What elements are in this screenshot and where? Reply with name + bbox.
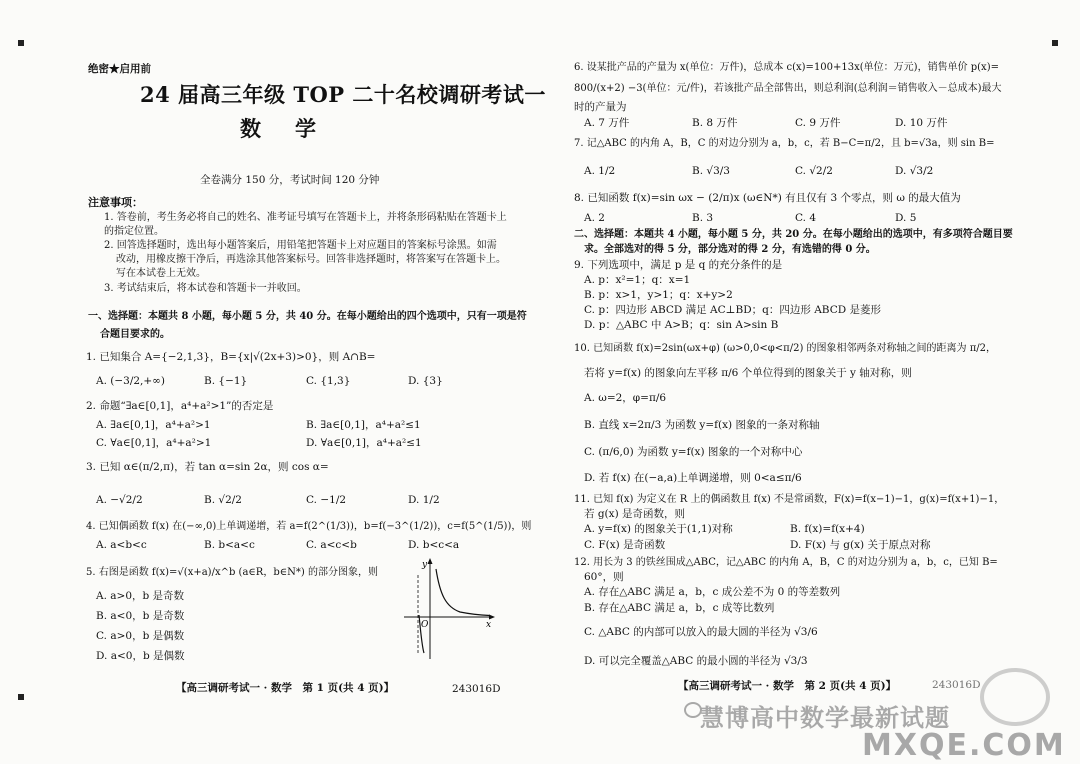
q10-stem: 10. 已知函数 f(x)=2sin(ωx+φ) (ω>0,0<φ<π/2) 的图象相邻两条对称轴之间的距离为 π/2， (574, 343, 997, 354)
q8-stem: 8. 已知函数 f(x)=sin ωx − (2/π)x (ω∈N*) 有且仅有 3 个零点，则 ω 的最大值为 (574, 192, 961, 204)
q1-stem: 1. 已知集合 A={−2,1,3}，B={x|√(2x+3)>0}，则 A∩B= (86, 351, 376, 363)
q10-option-a: A. ω=2，φ=π/6 (584, 392, 667, 404)
confidential-label: 绝密★启用前 (88, 63, 151, 75)
notice-title: 注意事项： (88, 196, 143, 209)
q12-option-c: C. △ABC 的内部可以放入的最大圆的半径为 √3/6 (584, 626, 818, 638)
q3-option-c: C. −1/2 (306, 494, 347, 506)
q10-option-b: B. 直线 x=2π/3 为函数 y=f(x) 图象的一条对称轴 (584, 419, 820, 431)
q1-option-d: D. {3} (408, 375, 443, 387)
q1-option-a: A. (−3/2,+∞) (96, 375, 166, 387)
notice-line: 3. 考试结束后，将本试卷和答题卡一并收回。 (104, 283, 307, 294)
q11-option-b: B. f(x)=f(x+4) (790, 523, 865, 535)
q11-option-c: C. F(x) 是奇函数 (584, 539, 666, 551)
q7-stem: 7. 记△ABC 的内角 A，B，C 的对边分别为 a，b，c，若 B−C=π/2，且 b=√3a，则 sin B= (574, 138, 995, 149)
left-code: 243016D (452, 683, 501, 695)
q6-line3: 时的产量为 (574, 101, 627, 113)
q9-option-c: C. p：四边形 ABCD 满足 AC⊥BD；q：四边形 ABCD 是菱形 (584, 304, 881, 316)
subject-title: 数学 (240, 116, 350, 141)
q6-option-c: C. 9 万件 (795, 117, 841, 129)
q11-stem2: 若 g(x) 是奇函数，则 (584, 508, 686, 520)
section2-header-cont: 求。全部选对的得 5 分，部分选对的得 2 分，有选错的得 0 分。 (584, 244, 876, 255)
right-footer: 【高三调研考试一 · 数学 第 2 页(共 4 页)】 (678, 680, 897, 692)
q9-option-d: D. p：△ABC 中 A>B；q：sin A>sin B (584, 319, 779, 331)
q10-option-c: C. (π/6,0) 为函数 y=f(x) 图象的一个对称中心 (584, 446, 803, 458)
q3-stem: 3. 已知 α∈(π/2,π)，若 tan α=sin 2α，则 cos α= (86, 461, 329, 473)
q7-option-d: D. √3/2 (895, 165, 934, 177)
q12-stem: 12. 用长为 3 的铁丝围成△ABC，记△ABC 的内角 A，B，C 的对边分别为 a，b，c，已知 B= (574, 557, 998, 568)
q8-option-d: D. 5 (895, 212, 917, 224)
q4-option-b: B. b<a<c (204, 539, 255, 551)
q3-option-d: D. 1/2 (408, 494, 440, 506)
exam-title: 24 届高三年级 TOP 二十名校调研考试一 (140, 82, 546, 107)
q5-option-c: C. a>0，b 是偶数 (96, 630, 185, 642)
section1-header: 一、选择题：本题共 8 小题，每小题 5 分，共 40 分。在每小题给出的四个选项中，只有一项是符 (88, 311, 527, 322)
q6-option-b: B. 8 万件 (692, 117, 738, 129)
q10-stem2: 若将 y=f(x) 的图象向左平移 π/6 个单位得到的图象关于 y 轴对称，则 (584, 367, 912, 379)
q5-option-b: B. a<0，b 是奇数 (96, 610, 185, 622)
q1-option-b: B. {−1} (204, 375, 248, 387)
q4-option-c: C. a<c<b (306, 539, 357, 551)
notice-line: 1. 答卷前，考生务必将自己的姓名、准考证号填写在答题卡上，并将条形码粘贴在答题卡上 (104, 212, 507, 223)
q5-option-a: A. a>0，b 是奇数 (96, 590, 185, 602)
watermark-text: 慧博高中数学最新试题 (700, 704, 950, 732)
q2-option-a: A. ∃a∈[0,1]，a⁴+a²>1 (96, 419, 211, 431)
q9-option-a: A. p：x²=1；q：x=1 (584, 274, 691, 286)
q9-stem: 9. 下列选项中，满足 p 是 q 的充分条件的是 (574, 259, 783, 271)
section2-header: 二、选择题：本题共 4 小题，每小题 5 分，共 20 分。在每小题给出的选项中，有多项符合题目要 (574, 229, 1013, 240)
q8-option-b: B. 3 (692, 212, 714, 224)
notice-line: 的指定位置。 (104, 226, 164, 237)
q7-option-c: C. √2/2 (795, 165, 833, 177)
right-page (540, 0, 1080, 764)
q7-option-a: A. 1/2 (584, 165, 616, 177)
q8-option-c: C. 4 (795, 212, 817, 224)
watermark-url: MXQE.COM (862, 728, 1066, 763)
q11-stem: 11. 已知 f(x) 为定义在 R 上的偶函数且 f(x) 不是常函数，F(x)=f(x−1)−1，g(x)=f(x+1)−1， (574, 494, 1005, 505)
notice-line: 2. 回答选择题时，选出每小题答案后，用铅笔把答题卡上对应题目的答案标号涂黑。如需 (104, 240, 497, 251)
q12-stem2: 60°，则 (584, 571, 624, 583)
right-code: 243016D (932, 679, 981, 691)
q6-line1: 6. 设某批产品的产量为 x(单位：万件)，总成本 c(x)=100+13x(单位：万元)，销售单价 p(x)= (574, 62, 999, 73)
q5-option-d: D. a<0，b 是偶数 (96, 650, 185, 662)
watermark-logo-icon (980, 668, 1050, 726)
q11-option-d: D. F(x) 与 g(x) 关于原点对称 (790, 539, 931, 551)
q12-option-d: D. 可以完全覆盖△ABC 的最小圆的半径为 √3/3 (584, 655, 808, 667)
q4-option-a: A. a<b<c (96, 539, 147, 551)
graph-y-label: y (422, 560, 428, 570)
q12-option-b: B. 存在△ABC 满足 a，b，c 成等比数列 (584, 602, 775, 614)
q8-option-a: A. 2 (584, 212, 605, 224)
graph-origin-label: O (421, 620, 429, 630)
q4-stem: 4. 已知偶函数 f(x) 在(−∞,0)上单调递增，若 a=f(2^(1/3))，b=f(−3^(1/2))，c=f(5^(1/5))，则 (86, 521, 532, 532)
q11-option-a: A. y=f(x) 的图象关于(1,1)对称 (584, 523, 733, 535)
q4-option-d: D. b<c<a (408, 539, 460, 551)
score-info: 全卷满分 150 分，考试时间 120 分钟 (200, 174, 380, 186)
q7-option-b: B. √3/3 (692, 165, 730, 177)
q2-option-c: C. ∀a∈[0,1]，a⁴+a²>1 (96, 437, 212, 449)
notice-line: 写在本试卷上无效。 (116, 268, 206, 279)
q6-option-d: D. 10 万件 (895, 117, 948, 129)
q5-function-graph (400, 555, 500, 665)
left-footer: 【高三调研考试一 · 数学 第 1 页(共 4 页)】 (176, 682, 395, 694)
q1-option-c: C. {1,3} (306, 375, 351, 387)
notice-line: 改动，用橡皮擦干净后，再选涂其他答案标号。回答非选择题时，将答案写在答题卡上。 (116, 254, 506, 265)
q6-option-a: A. 7 万件 (584, 117, 630, 129)
section1-header-cont: 合题目要求的。 (100, 329, 170, 340)
q3-option-a: A. −√2/2 (96, 494, 143, 506)
q5-stem: 5. 右图是函数 f(x)=√(x+a)/x^b (a∈R，b∈N*) 的部分图象，则 (86, 567, 378, 578)
q2-option-d: D. ∀a∈[0,1]，a⁴+a²≤1 (306, 437, 422, 449)
q9-option-b: B. p：x>1，y>1；q：x+y>2 (584, 289, 733, 301)
q6-line2: 800/(x+2) −3(单位：元/件)，若该批产品全部售出，则总利润(总利润＝销售收入－总成本)最大 (574, 83, 1002, 94)
q3-option-b: B. √2/2 (204, 494, 242, 506)
q12-option-a: A. 存在△ABC 满足 a，b，c 成公差不为 0 的等差数列 (584, 586, 841, 598)
q2-option-b: B. ∃a∈[0,1]，a⁴+a²≤1 (306, 419, 421, 431)
q2-stem: 2. 命题“∃a∈[0,1]，a⁴+a²>1”的否定是 (86, 400, 274, 412)
q10-option-d: D. 若 f(x) 在(−a,a)上单调递增，则 0<a≤π/6 (584, 472, 802, 484)
wechat-icon (684, 702, 702, 718)
graph-x-label: x (486, 620, 492, 630)
